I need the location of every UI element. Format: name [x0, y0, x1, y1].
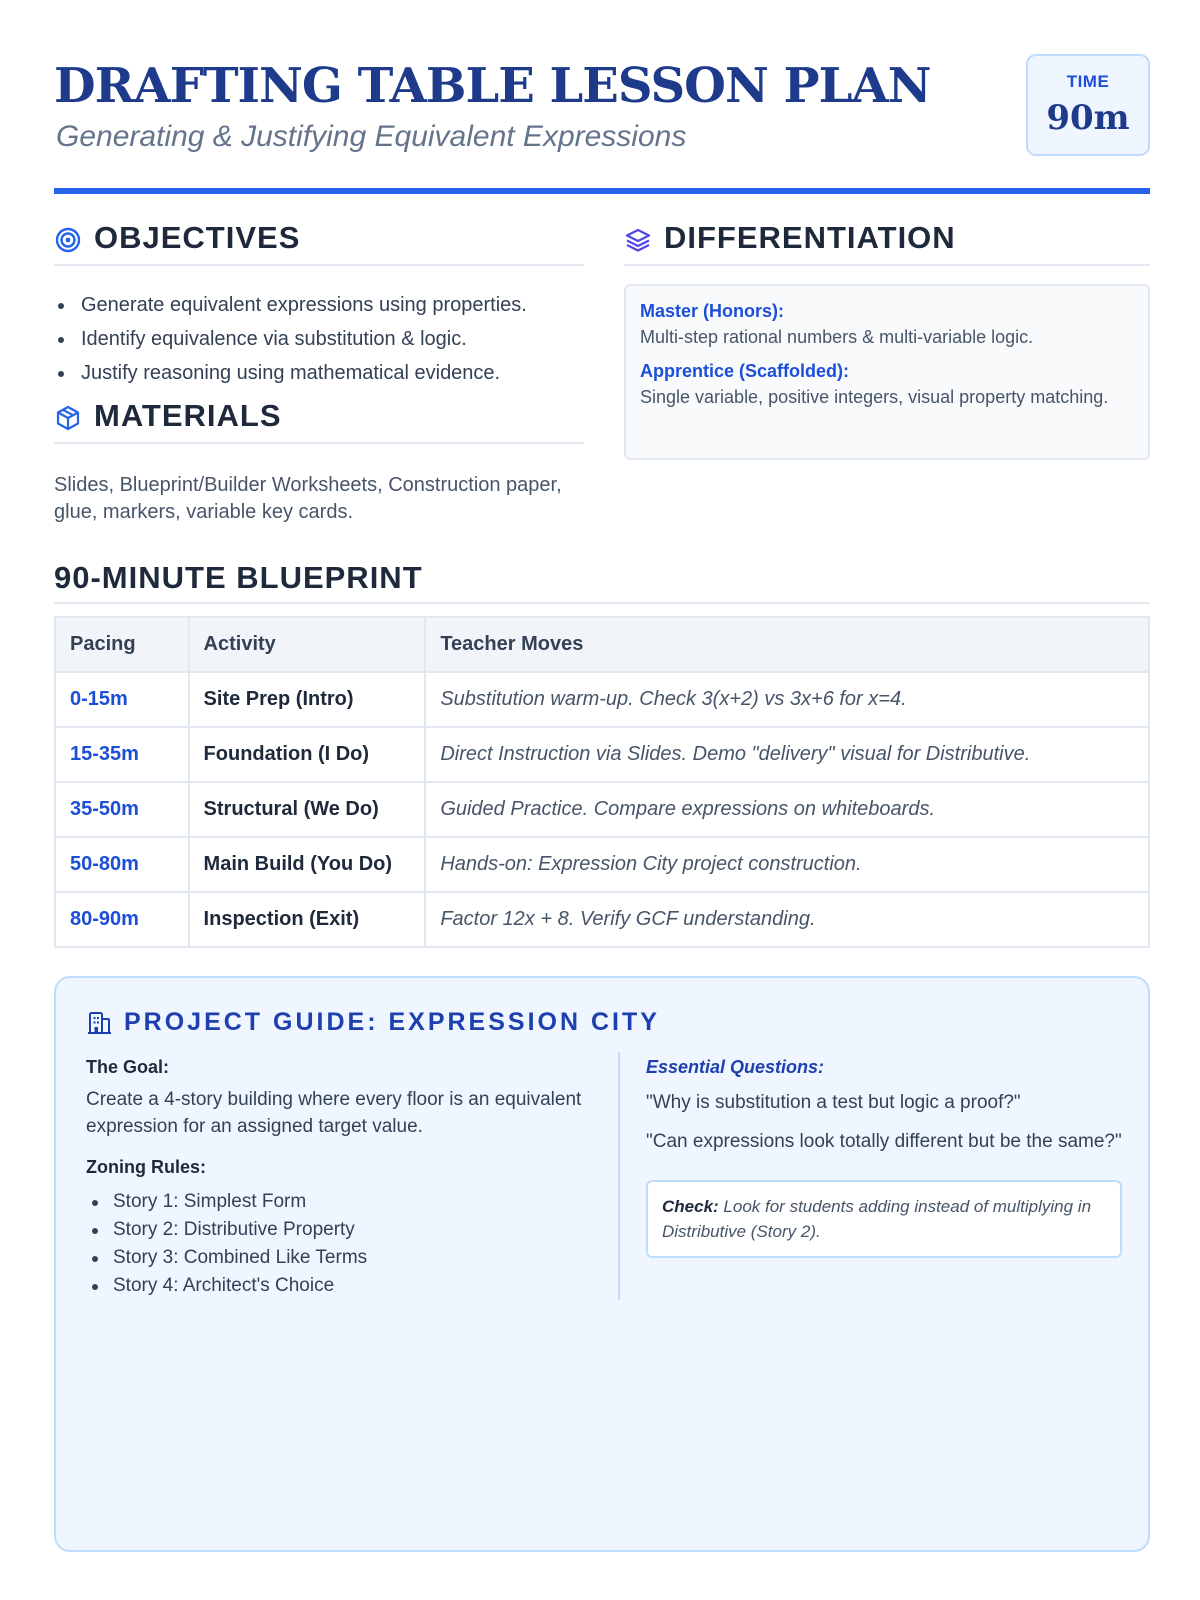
- objectives-header: [54, 218, 584, 266]
- target-icon: [54, 226, 82, 254]
- activity-cell: Foundation (I Do): [189, 727, 426, 782]
- moves-cell: Substitution warm-up. Check 3(x+2) vs 3x+6 for x=4.: [425, 672, 1149, 727]
- list-item: Story 3: Combined Like Terms: [86, 1244, 596, 1272]
- moves-cell: Hands-on: Expression City project construction.: [425, 837, 1149, 892]
- table-row: [55, 892, 1149, 947]
- pacing-cell: 15-35m: [55, 727, 189, 782]
- page-subtitle: Generating & Justifying Equivalent Expressions: [56, 120, 687, 153]
- pacing-cell: 0-15m: [55, 672, 189, 727]
- time-value: 90m: [1046, 98, 1130, 138]
- blueprint-title: 90-MINUTE BLUEPRINT: [54, 560, 423, 595]
- goal-label: The Goal:: [86, 1057, 170, 1077]
- check-callout: [646, 1180, 1122, 1258]
- blueprint-header: [54, 556, 1150, 604]
- activity-cell: Main Build (You Do): [189, 837, 426, 892]
- list-item: Generate equivalent expressions using properties.: [54, 288, 584, 322]
- guide-title: PROJECT GUIDE: EXPRESSION CITY: [124, 1008, 660, 1036]
- list-item: Identify equivalence via substitution & logic.: [54, 322, 584, 356]
- column-divider: [618, 1052, 620, 1300]
- project-guide: [54, 976, 1150, 1552]
- time-label: TIME: [1066, 72, 1110, 91]
- pacing-cell: 80-90m: [55, 892, 189, 947]
- guide-right-column: [646, 1054, 1126, 1258]
- check-text: Look for students adding instead of multiplying in Distributive (Story 2).: [662, 1197, 1092, 1241]
- building-icon: [86, 1010, 112, 1036]
- table-row: [55, 837, 1149, 892]
- master-text: Multi-step rational numbers & multi-variable logic.: [640, 327, 1034, 347]
- materials-title: MATERIALS: [94, 398, 282, 433]
- objectives-title: OBJECTIVES: [94, 220, 301, 255]
- list-item: Justify reasoning using mathematical evidence.: [54, 356, 584, 390]
- moves-cell: Guided Practice. Compare expressions on whiteboards.: [425, 782, 1149, 837]
- list-item: Story 2: Distributive Property: [86, 1216, 596, 1244]
- question-text: "Why is substitution a test but logic a proof?": [646, 1092, 1021, 1113]
- essential-questions-label: Essential Questions:: [646, 1057, 825, 1077]
- column-header-activity: Activity: [189, 617, 426, 672]
- time-badge: [1026, 54, 1150, 156]
- differentiation-box: [624, 284, 1150, 460]
- box-icon: [54, 404, 82, 432]
- list-item: Story 1: Simplest Form: [86, 1188, 596, 1216]
- activity-cell: Site Prep (Intro): [189, 672, 426, 727]
- activity-cell: Inspection (Exit): [189, 892, 426, 947]
- pacing-cell: 50-80m: [55, 837, 189, 892]
- materials-header: [54, 396, 584, 444]
- goal-text: Create a 4-story building where every floor is an equivalent expression for an assigned target value.: [86, 1089, 582, 1137]
- pacing-cell: 35-50m: [55, 782, 189, 837]
- question-text: "Can expressions look totally different but be the same?": [646, 1131, 1122, 1152]
- table-row: [55, 672, 1149, 727]
- table-header-row: [55, 617, 1149, 672]
- moves-cell: Direct Instruction via Slides. Demo "delivery" visual for Distributive.: [425, 727, 1149, 782]
- blueprint-table: [54, 616, 1150, 948]
- apprentice-label: Apprentice (Scaffolded):: [640, 361, 850, 381]
- column-header-moves: Teacher Moves: [425, 617, 1149, 672]
- differentiation-header: [624, 218, 1150, 266]
- list-item: Story 4: Architect's Choice: [86, 1272, 596, 1300]
- moves-cell: Factor 12x + 8. Verify GCF understanding.: [425, 892, 1149, 947]
- page-title: DRAFTING TABLE LESSON PLAN: [54, 58, 931, 114]
- table-row: [55, 727, 1149, 782]
- materials-text: Slides, Blueprint/Builder Worksheets, Construction paper, glue, markers, variable key cards.: [54, 474, 562, 523]
- differentiation-title: DIFFERENTIATION: [664, 220, 956, 255]
- table-row: [55, 782, 1149, 837]
- column-header-pacing: Pacing: [55, 617, 189, 672]
- zoning-rules-list: [86, 1188, 596, 1300]
- master-label: Master (Honors):: [640, 301, 785, 321]
- header: [54, 54, 1150, 194]
- check-label: Check:: [662, 1197, 719, 1216]
- apprentice-text: Single variable, positive integers, visual property matching.: [640, 387, 1109, 407]
- layers-icon: [624, 226, 652, 254]
- rules-label: Zoning Rules:: [86, 1157, 206, 1177]
- activity-cell: Structural (We Do): [189, 782, 426, 837]
- guide-left-column: [86, 1054, 596, 1300]
- objectives-list: [54, 288, 584, 390]
